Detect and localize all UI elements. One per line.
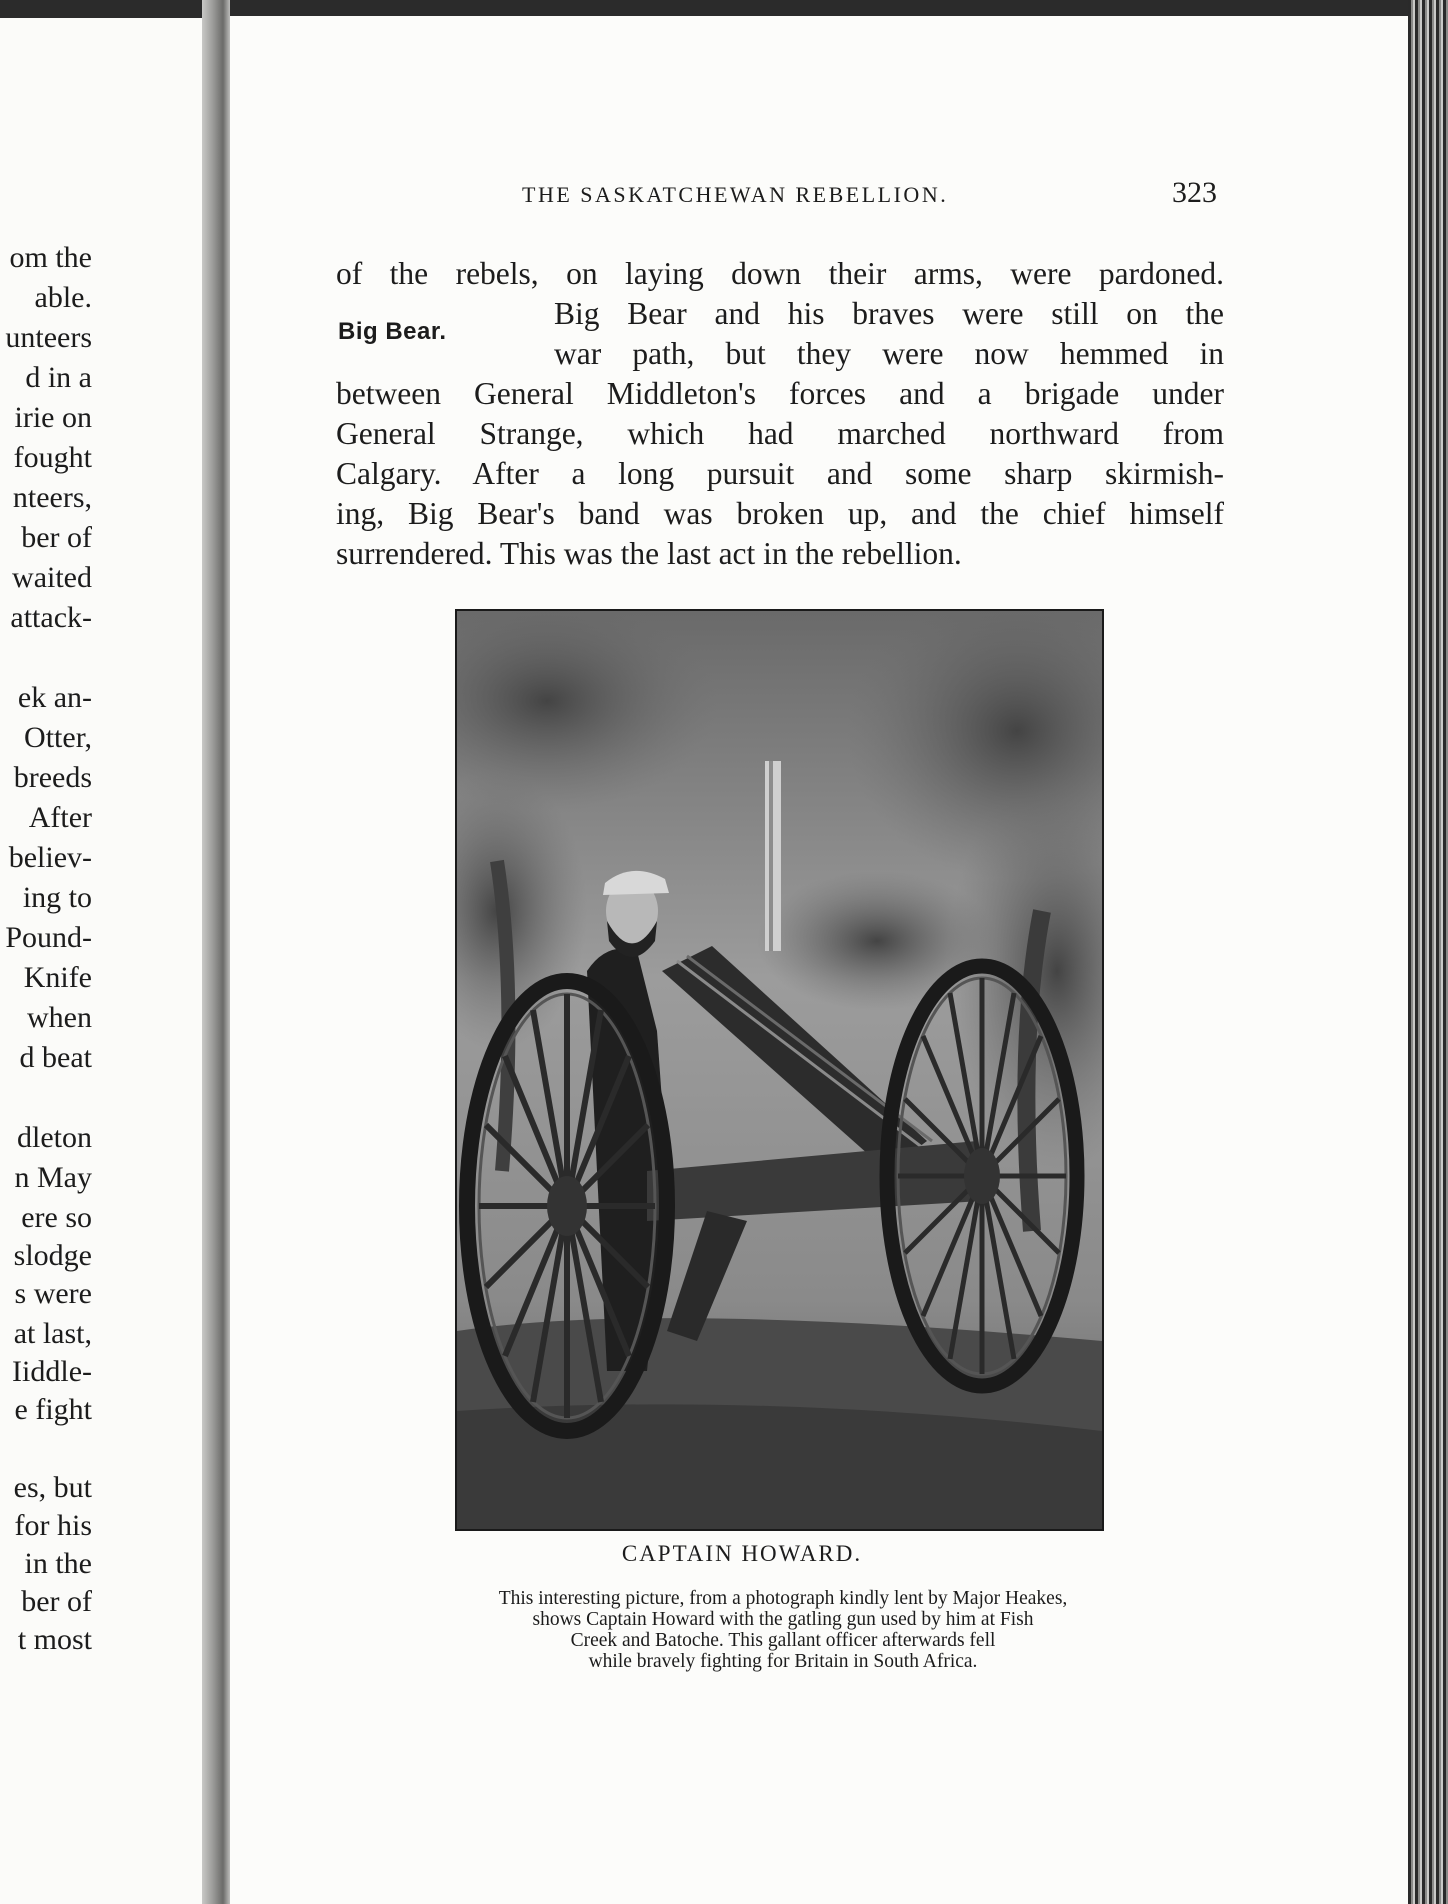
body-line: war path, but they were now hemmed in xyxy=(554,336,1224,371)
left-page-line: dleton xyxy=(17,1121,92,1154)
running-head: THE SASKATCHEWAN REBELLION. xyxy=(522,182,949,207)
left-page-line: es, but xyxy=(13,1471,92,1504)
caption-line: This interesting picture, from a photograph kindly lent by Major Heakes, xyxy=(498,1588,1068,1609)
body-paragraph xyxy=(336,254,1224,574)
left-page-line: in the xyxy=(24,1547,92,1580)
figure-caption xyxy=(340,1588,1226,1672)
left-page-line: able. xyxy=(34,281,92,314)
left-page-line: nteers, xyxy=(12,481,92,514)
left-page-line: irie on xyxy=(14,401,92,434)
left-page-fragment xyxy=(0,18,202,1904)
left-page-line: Pound- xyxy=(5,921,92,954)
body-line: between General Middleton's forces and a brigade under xyxy=(336,376,1224,411)
left-page-line: Iiddle- xyxy=(12,1355,92,1388)
caption-line: shows Captain Howard with the gatling gun used by him at Fish xyxy=(532,1609,1034,1630)
body-line: of the rebels, on laying down their arms, were pardoned. xyxy=(336,256,1224,291)
left-page-line: d in a xyxy=(25,361,92,394)
left-page-line: Knife xyxy=(23,961,92,994)
left-page-line: Otter, xyxy=(24,721,92,754)
left-page-line: After xyxy=(28,801,92,834)
left-page-line: unteers xyxy=(5,321,92,354)
left-page-line: slodge xyxy=(13,1239,92,1272)
left-page-line: ing to xyxy=(22,881,92,914)
body-line: surrendered. This was the last act in the rebellion. xyxy=(336,536,962,571)
left-page-line: ber of xyxy=(21,1585,92,1618)
left-page-line: waited xyxy=(12,561,92,594)
left-page-line: at last, xyxy=(13,1317,92,1350)
page-edges xyxy=(1408,0,1448,1904)
figure-caption-title: CAPTAIN HOWARD. xyxy=(621,1541,863,1566)
left-page-line: attack- xyxy=(10,601,92,634)
left-page-line: ber of xyxy=(21,521,92,554)
body-line: ing, Big Bear's band was broken up, and the chief himself xyxy=(336,496,1224,531)
left-page-line: t most xyxy=(17,1623,92,1656)
caption-line: while bravely fighting for Britain in South Africa. xyxy=(588,1651,978,1672)
caption-line: Creek and Batoche. This gallant officer afterwards fell xyxy=(570,1630,996,1651)
left-page-line: n May xyxy=(14,1161,92,1194)
left-page-line: when xyxy=(27,1001,92,1034)
body-line: Calgary. After a long pursuit and some sharp skirmish- xyxy=(336,456,1224,491)
photograph-captain-howard xyxy=(455,609,1104,1531)
side-heading: Big Bear. xyxy=(338,318,447,345)
book-gutter xyxy=(202,0,230,1904)
left-page-line: breeds xyxy=(13,761,92,794)
body-line: Big Bear and his braves were still on the xyxy=(554,296,1224,331)
body-line: General Strange, which had marched northward from xyxy=(336,416,1224,451)
left-page-line: d beat xyxy=(19,1041,92,1074)
left-page-line: fought xyxy=(13,441,92,474)
page-number: 323 xyxy=(1172,176,1217,209)
left-page-line: s were xyxy=(14,1277,92,1310)
left-page-line: believ- xyxy=(8,841,92,874)
left-page-line: for his xyxy=(14,1509,92,1542)
left-page-line: ek an- xyxy=(17,681,92,714)
left-page-line: e fight xyxy=(14,1393,92,1426)
left-page-line: ere so xyxy=(21,1201,92,1234)
left-page-line: om the xyxy=(9,241,92,274)
